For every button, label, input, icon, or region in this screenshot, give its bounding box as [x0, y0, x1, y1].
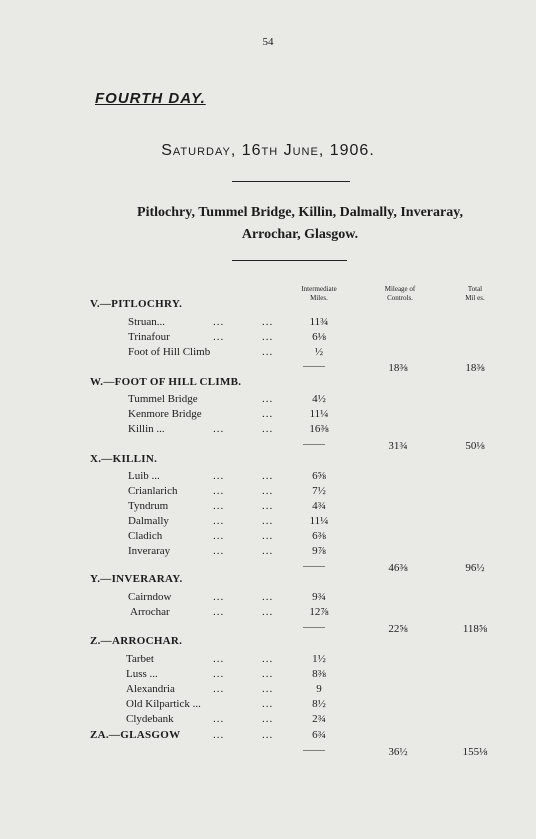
- mileage-of-controls: 18⅜: [388, 362, 408, 374]
- column-header-line: Total: [467, 285, 483, 293]
- place-name: Cairndow: [128, 591, 172, 603]
- leader-dots: ...: [213, 331, 225, 343]
- leader-dots: ...: [262, 423, 274, 435]
- leader-dots: ...: [262, 316, 274, 328]
- intermediate-miles: 8⅜: [312, 668, 326, 680]
- leader-dots: ...: [262, 408, 274, 420]
- place-name: Foot of Hill Climb: [128, 346, 211, 358]
- leader-dots: ...: [213, 606, 225, 618]
- day-heading: FOURTH DAY.: [95, 90, 206, 107]
- section-heading: V.—PITLOCHRY.: [90, 298, 183, 310]
- intermediate-miles: 8½: [312, 698, 326, 710]
- place-name: Tummel Bridge: [128, 393, 198, 405]
- leader-dots: ...: [262, 470, 274, 482]
- intermediate-miles: 6⅛: [312, 331, 326, 343]
- mileage-of-controls: 36½: [388, 746, 408, 758]
- column-header-line: Mileage of: [384, 285, 416, 293]
- place-name: Arrochar: [130, 606, 170, 618]
- intermediate-miles: ½: [314, 346, 324, 358]
- leader-dots: ...: [262, 591, 274, 603]
- subtotal-dash: ——: [303, 360, 325, 372]
- section-heading: Y.—INVERARAY.: [90, 573, 183, 585]
- leader-dots: ...: [262, 393, 274, 405]
- route-line-2: Arrochar, Glasgow.: [241, 227, 359, 242]
- subtotal-dash: ——: [303, 560, 325, 572]
- leader-dots: ...: [262, 331, 274, 343]
- section-heading: ZA.—GLASGOW: [90, 729, 181, 741]
- subtotal-dash: ——: [303, 744, 325, 756]
- route-line-1: Pitlochry, Tummel Bridge, Killin, Dalmally, Inveraray,: [137, 205, 463, 220]
- intermediate-miles: 6⅝: [312, 470, 326, 482]
- total-miles: 50⅛: [465, 440, 485, 452]
- place-name: Tarbet: [126, 653, 154, 665]
- place-name: Inveraray: [128, 545, 171, 557]
- intermediate-miles: 4½: [312, 393, 326, 405]
- place-name: Crianlarich: [128, 485, 178, 497]
- intermediate-miles: 6⅜: [312, 530, 326, 542]
- intermediate-miles: 9⅞: [312, 545, 326, 557]
- intermediate-miles: 12⅞: [309, 606, 329, 618]
- leader-dots: ...: [262, 485, 274, 497]
- total-miles: 18⅜: [465, 362, 485, 374]
- column-header-line: Miles.: [310, 294, 328, 302]
- divider-rule: [232, 260, 347, 261]
- intermediate-miles: 4¾: [312, 500, 326, 512]
- place-name: Trinafour: [128, 331, 170, 343]
- place-name: Alexandria: [126, 683, 175, 695]
- leader-dots: ...: [262, 530, 274, 542]
- leader-dots: ...: [262, 653, 274, 665]
- leader-dots: ...: [262, 346, 274, 358]
- intermediate-miles: 1½: [312, 653, 326, 665]
- intermediate-miles: 11¼: [309, 408, 329, 420]
- place-name: Tyndrum: [128, 500, 169, 512]
- place-name: Killin ...: [128, 423, 165, 435]
- leader-dots: ...: [213, 470, 225, 482]
- place-name: Kenmore Bridge: [128, 408, 202, 420]
- place-name: Old Kilpartick ...: [126, 698, 201, 710]
- place-name: Clydebank: [126, 713, 174, 725]
- leader-dots: ...: [262, 713, 274, 725]
- mileage-of-controls: 46⅜: [388, 562, 408, 574]
- leader-dots: ...: [213, 485, 225, 497]
- intermediate-miles: 9¾: [312, 591, 326, 603]
- mileage-of-controls: 22⅝: [388, 623, 408, 635]
- page-number: 54: [262, 36, 274, 48]
- leader-dots: ...: [213, 545, 225, 557]
- place-name: Cladich: [128, 530, 163, 542]
- leader-dots: ...: [213, 500, 225, 512]
- column-header-line: Mil es.: [465, 294, 485, 302]
- place-name: Luss ...: [126, 668, 158, 680]
- leader-dots: ...: [262, 729, 274, 741]
- leader-dots: ...: [213, 530, 225, 542]
- leader-dots: ...: [213, 729, 225, 741]
- leader-dots: ...: [262, 606, 274, 618]
- leader-dots: ...: [213, 591, 225, 603]
- total-miles: 96½: [465, 562, 485, 574]
- column-header-line: Controls.: [387, 294, 413, 302]
- total-miles: 155⅛: [462, 746, 488, 758]
- leader-dots: ...: [262, 515, 274, 527]
- intermediate-miles: 7½: [312, 485, 326, 497]
- leader-dots: ...: [262, 668, 274, 680]
- leader-dots: ...: [262, 545, 274, 557]
- leader-dots: ...: [213, 316, 225, 328]
- subtotal-dash: ——: [303, 621, 325, 633]
- intermediate-miles: 16⅜: [309, 423, 329, 435]
- intermediate-miles: 9: [316, 683, 322, 695]
- total-miles: 118⅝: [462, 623, 488, 635]
- leader-dots: ...: [213, 515, 225, 527]
- leader-dots: ...: [213, 423, 225, 435]
- mileage-of-controls: 31¾: [388, 440, 408, 452]
- leader-dots: ...: [213, 683, 225, 695]
- intermediate-miles: 6¾: [312, 729, 326, 741]
- place-name: Dalmally: [128, 515, 169, 527]
- intermediate-miles: 11¼: [309, 515, 329, 527]
- column-header-mileage-of-controls: [365, 285, 435, 303]
- leader-dots: ...: [262, 683, 274, 695]
- leader-dots: ...: [213, 713, 225, 725]
- place-name: Struan...: [128, 316, 165, 328]
- column-header-total-miles: [440, 285, 510, 303]
- section-heading: X.—KILLIN.: [90, 453, 158, 465]
- place-name: Luib ...: [128, 470, 160, 482]
- intermediate-miles: 2¾: [312, 713, 326, 725]
- date-line: Saturday, 16th June, 1906.: [161, 142, 375, 159]
- route-title: [60, 202, 536, 246]
- leader-dots: ...: [213, 668, 225, 680]
- section-heading: W.—FOOT OF HILL CLIMB.: [90, 376, 242, 388]
- divider-rule: [232, 181, 350, 182]
- intermediate-miles: 11¾: [309, 316, 329, 328]
- leader-dots: ...: [213, 653, 225, 665]
- section-heading: Z.—ARROCHAR.: [90, 635, 183, 647]
- subtotal-dash: ——: [303, 438, 325, 450]
- column-header-line: Intermediate: [301, 285, 337, 293]
- leader-dots: ...: [262, 500, 274, 512]
- column-header-intermediate-miles: [284, 285, 354, 303]
- leader-dots: ...: [262, 698, 274, 710]
